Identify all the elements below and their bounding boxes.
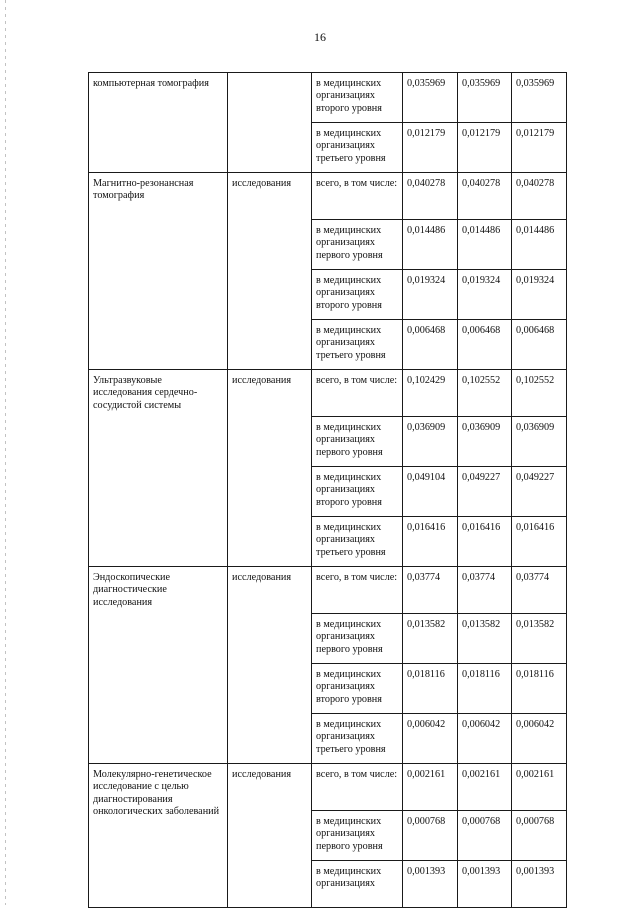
value-cell-year-2: 0,036909 [458,417,512,467]
service-name-cell: Магнитно-резонансная томография [89,173,228,370]
value-cell-year-2: 0,014486 [458,220,512,270]
value-cell-year-3: 0,03774 [512,567,567,614]
level-cell: в медицинских организациях третьего уровня [312,320,403,370]
scan-edge-artifact [5,0,6,905]
table-row [89,73,567,123]
level-cell: в медицинских организациях второго уровня [312,270,403,320]
value-cell-year-1: 0,013582 [403,614,458,664]
value-cell-year-3: 0,049227 [512,467,567,517]
level-cell: в медицинских организациях третьего уровня [312,517,403,567]
page-number: 16 [314,30,326,44]
value-cell-year-3: 0,000768 [512,811,567,861]
value-cell-year-1: 0,049104 [403,467,458,517]
value-cell-year-2: 0,035969 [458,73,512,123]
value-cell-year-3: 0,019324 [512,270,567,320]
unit-cell: исследования [228,567,312,764]
value-cell-year-3: 0,012179 [512,123,567,173]
value-cell-year-2: 0,019324 [458,270,512,320]
table-row [89,173,567,220]
value-cell-year-1: 0,035969 [403,73,458,123]
level-cell: в медицинских организациях [312,861,403,908]
value-cell-year-2: 0,040278 [458,173,512,220]
unit-cell: исследования [228,764,312,908]
level-cell: в медицинских организациях первого уровня [312,417,403,467]
value-cell-year-2: 0,012179 [458,123,512,173]
value-cell-year-2: 0,006468 [458,320,512,370]
value-cell-year-3: 0,014486 [512,220,567,270]
level-cell: в медицинских организациях второго уровня [312,664,403,714]
value-cell-year-3: 0,001393 [512,861,567,908]
value-cell-year-2: 0,018116 [458,664,512,714]
unit-cell: исследования [228,370,312,567]
value-cell-year-1: 0,000768 [403,811,458,861]
value-cell-year-1: 0,03774 [403,567,458,614]
unit-cell: исследования [228,173,312,370]
level-cell: в медицинских организациях третьего уровня [312,123,403,173]
value-cell-year-3: 0,102552 [512,370,567,417]
value-cell-year-3: 0,002161 [512,764,567,811]
table-row [89,567,567,614]
value-cell-year-3: 0,006468 [512,320,567,370]
value-cell-year-3: 0,040278 [512,173,567,220]
value-cell-year-3: 0,035969 [512,73,567,123]
level-cell: в медицинских организациях второго уровня [312,467,403,517]
value-cell-year-1: 0,102429 [403,370,458,417]
level-cell: в медицинских организациях третьего уровня [312,714,403,764]
value-cell-year-2: 0,000768 [458,811,512,861]
value-cell-year-2: 0,002161 [458,764,512,811]
value-cell-year-2: 0,102552 [458,370,512,417]
value-cell-year-2: 0,016416 [458,517,512,567]
unit-cell [228,73,312,173]
value-cell-year-3: 0,013582 [512,614,567,664]
value-cell-year-1: 0,012179 [403,123,458,173]
value-cell-year-2: 0,049227 [458,467,512,517]
value-cell-year-1: 0,019324 [403,270,458,320]
value-cell-year-2: 0,006042 [458,714,512,764]
level-cell: в медицинских организациях первого уровня [312,614,403,664]
level-cell: всего, в том числе: [312,567,403,614]
value-cell-year-2: 0,001393 [458,861,512,908]
value-cell-year-1: 0,002161 [403,764,458,811]
value-cell-year-1: 0,016416 [403,517,458,567]
value-cell-year-1: 0,001393 [403,861,458,908]
value-cell-year-3: 0,018116 [512,664,567,714]
indicators-table [88,72,567,908]
value-cell-year-3: 0,016416 [512,517,567,567]
value-cell-year-2: 0,013582 [458,614,512,664]
level-cell: в медицинских организациях первого уровня [312,811,403,861]
value-cell-year-3: 0,036909 [512,417,567,467]
table-row [89,370,567,417]
value-cell-year-2: 0,03774 [458,567,512,614]
level-cell: всего, в том числе: [312,370,403,417]
level-cell: в медицинских организациях второго уровня [312,73,403,123]
value-cell-year-1: 0,018116 [403,664,458,714]
table-row [89,764,567,811]
value-cell-year-1: 0,006468 [403,320,458,370]
level-cell: всего, в том числе: [312,764,403,811]
service-name-cell: Ультразвуковые исследования сердечно-сосудистой системы [89,370,228,567]
value-cell-year-1: 0,036909 [403,417,458,467]
service-name-cell: Молекулярно-генетическое исследование с целью диагностирования онкологических заболеваний [89,764,228,908]
value-cell-year-1: 0,006042 [403,714,458,764]
service-name-cell: Эндоскопические диагностические исследования [89,567,228,764]
value-cell-year-3: 0,006042 [512,714,567,764]
level-cell: в медицинских организациях первого уровня [312,220,403,270]
service-name-cell: компьютерная томография [89,73,228,173]
value-cell-year-1: 0,040278 [403,173,458,220]
level-cell: всего, в том числе: [312,173,403,220]
value-cell-year-1: 0,014486 [403,220,458,270]
